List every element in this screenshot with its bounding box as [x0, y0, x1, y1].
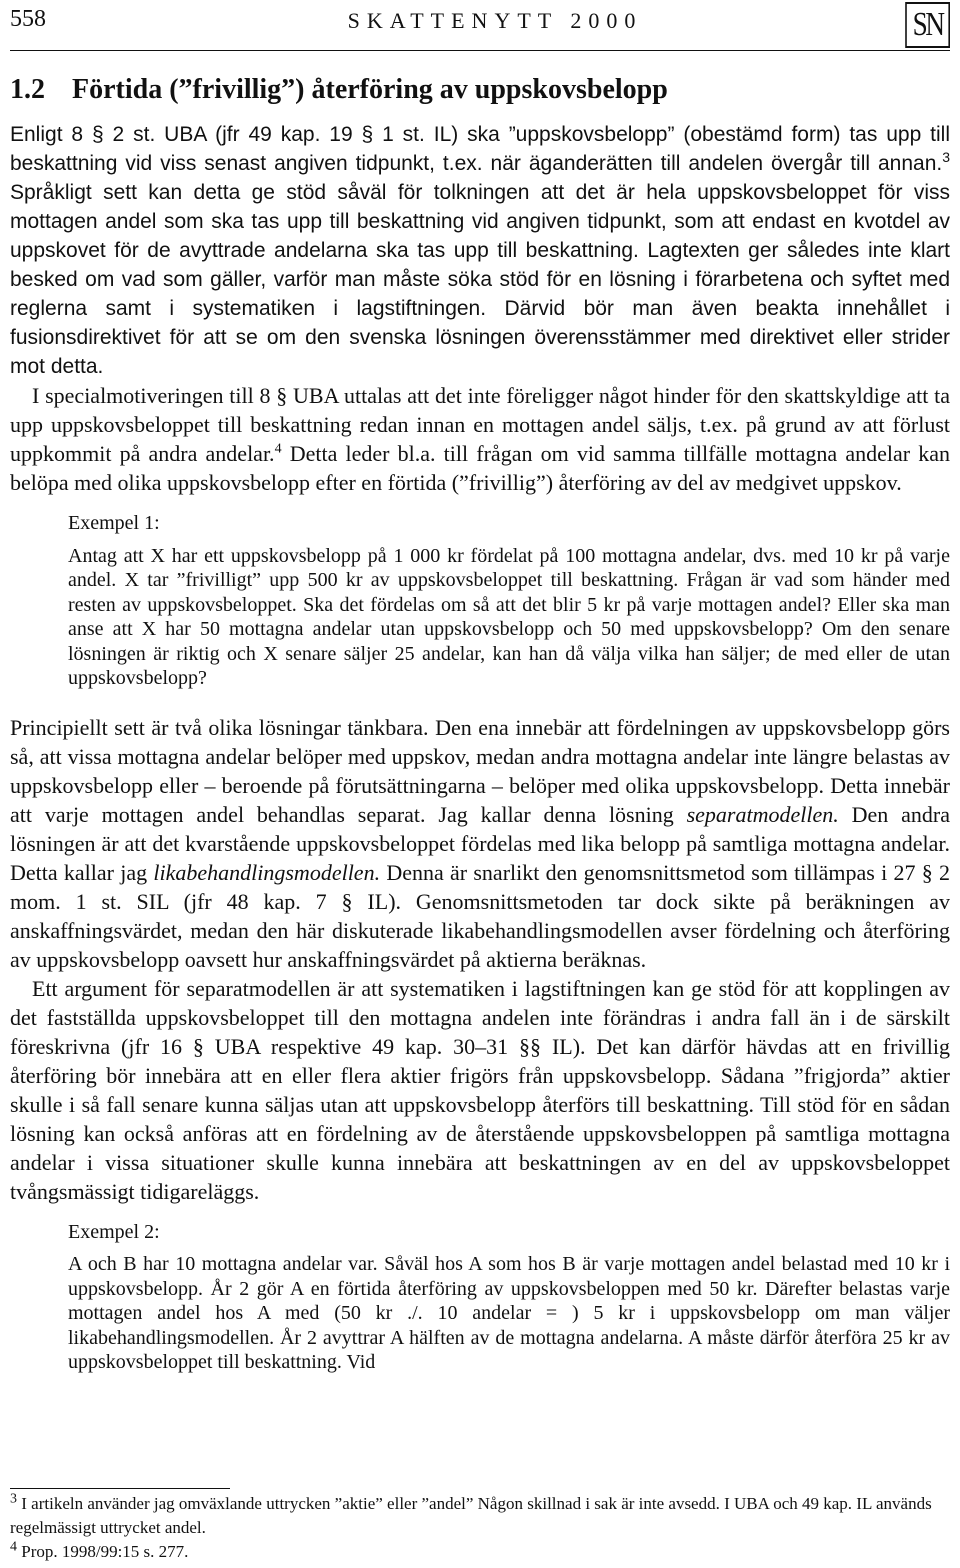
paragraph-1-text-a: Enligt 8 § 2 st. UBA (jfr 49 kap. 19 § 1 st. IL) ska ”uppskovsbelopp” (obestämd form) tas upp till beskattning vid viss senast angiven tidpunkt, t.ex. när äganderätten till andelen övergår till annan.	[10, 123, 950, 175]
footnote-ref-4: 4	[274, 441, 282, 457]
section-title: Förtida (”frivillig”) återföring av uppskovsbelopp	[72, 74, 668, 105]
footnote-4	[10, 1540, 950, 1564]
example-2-label: Exempel 2:	[68, 1220, 160, 1243]
paragraph-2-text-b: Detta leder bl.a. till frågan om vid samma tillfälle mottagna andelar kan belöpa med olika uppskovsbelopp efter en förtida (”frivillig”) återföring av del av medgivet uppskov.	[10, 441, 950, 495]
footnote-ref-3: 3	[942, 149, 950, 165]
example-1-text: Antag att X har ett uppskovsbelopp på 1 000 kr fördelat på 100 mottagna andelar, dvs. med 10 kr på varje andel. X tar ”frivilligt” upp 500 kr av uppskovsbeloppet till beskattning. Frågan är vad som händer med resten av uppskovsbeloppet. Ska det fördelas om så att det blir 5 kr på varje mottagen andel? Eller ska man anse att X har 50 mottagna andelar utan uppskovsbelopp och 50 med uppskovsbelopp? Om den senare lösningen är riktig och X senare säljer 25 andelar, kan han då välja vilka han säljer; de med eller de utan uppskovsbelopp?	[68, 544, 950, 689]
page-header	[10, 0, 950, 50]
section-heading	[10, 70, 950, 110]
page-number: 558	[10, 6, 46, 32]
journal-title: SKATTENYTT 2000	[347, 8, 643, 33]
journal-logo: SN	[905, 2, 950, 48]
paragraph-2-text-a: I specialmotiveringen till 8 § UBA uttalas att det inte föreligger något hinder för den skattskyldige att ta upp uppskovsbeloppet till beskattning redan innan en mottagen andel säljs, t.ex. på grund av att förlust uppkommit på andra andelar.	[10, 383, 950, 466]
footnote-3-number: 3	[10, 1491, 17, 1507]
footnote-3-text: I artikeln använder jag omväxlande uttrycken ”aktie” eller ”andel” Någon skillnad i sak är inte avsedd. I UBA och 49 kap. IL används regelmässigt uttrycket andel.	[10, 1494, 932, 1537]
example-1-label: Exempel 1:	[68, 512, 160, 534]
footnote-4-text: Prop. 1998/99:15 s. 277.	[17, 1542, 189, 1561]
paragraph-2	[10, 381, 950, 497]
paragraph-4: Ett argument för separatmodellen är att systematiken i lagstiftningen kan ge stöd för att kopplingen av det fastställda uppskovsbeloppet till den mottagna andelen inte förändras i andra fall än i de särskilt föreskrivna (jfr 16 § UBA respektive 49 kap. 30–31 §§ IL). Det kan därför hävdas att en frivillig återföring bör innebära att en eller flera aktier frigörs från uppskovsbelopp. Sådana ”frigjorda” aktier skulle i så fall senare kunna säljas utan att uppskovsbelopp återförs till beskattning. Till stöd för en sådan lösning kan också anföras att en fördelning av de återstående uppskovsbeloppen på samtliga mottagna andelar i vissa situationer skulle kunna innebära att beskattningen av en del av uppskovsbeloppet tvångsmässigt tidigareläggs.	[10, 975, 950, 1204]
paragraph-3-text-c: Denna är snarlikt den genomsnittsmetod som tillämpas i 27 § 2 mom. 1 st. SIL (jfr 48 kap. 7 § IL). Genomsnittsmetoden tar dock sikte på beräkningen av anskaffningsvärdet, medan den här diskuterade likabehandlingsmodellen avser fördelning och återföring av uppskovsbelopp oavsett hur anskaffningsvärdet på aktierna beräknas.	[10, 859, 950, 972]
example-2	[68, 1220, 950, 1375]
paragraph-1	[10, 120, 950, 381]
paragraph-3-text-a: Principiellt sett är två olika lösningar tänkbara. Den ena innebär att fördelningen av uppskovsbelopp görs så, att vissa mottagna andelar belöper med uppskov, medan andra mottagna andelar inte längre belastas av uppskovsbelopp eller – beroende på förutsättningarna – belöper med olika uppskovsbelopp. Detta innebär att varje mottagen andel behandlas separat. Jag kallar denna lösning	[10, 714, 950, 827]
term-separatmodellen: separatmodellen.	[686, 801, 839, 827]
footnote-4-number: 4	[10, 1539, 17, 1555]
paragraph-3-text-b: Den andra lösningen är att det kvarstående uppskovsbeloppet fördelas med lika belopp på samtliga mottagna andelar. Detta kallar jag	[10, 801, 951, 885]
paragraph-1-text-b: Språkligt sett kan detta ge stöd såväl för tolkningen att det är hela uppskovsbeloppet för viss mottagen andel som ska tas upp till beskattning vid angiven tidpunkt, som att endast en kvotdel av uppskovet för de avyttrade andelarna ska tas upp till beskattning. Lagtexten ger således inte klart besked om vad som gäller, varför man måste söka stöd för en lösning i förarbetena och syftet med reglerna samt i systematiken i lagstiftningen. Därvid bör man även beakta innehållet i fusionsdirektivet för att se om den svenska lösningen överensstämmer med direktivet eller strider mot detta.	[10, 181, 950, 378]
footnotes	[10, 1492, 950, 1564]
paragraph-3	[10, 713, 950, 974]
header-rule	[10, 50, 950, 51]
example-1	[68, 511, 950, 691]
example-2-text: A och B har 10 mottagna andelar var. Såväl hos A som hos B är varje mottagen andel belastad med 10 kr i uppskovsbelopp. År 2 gör A en förtida återföring av uppskovsbeloppen med 50 kr. Därefter belastas varje mottagen andel hos A med (50 kr ./. 10 andelar = ) 5 kr i uppskovsbelopp om man väljer likabehandlingsmodellen. År 2 avyttrar A hälften av de mottagna andelarna. A måste därför återföra 25 kr av uppskovsbeloppet till beskattning. Vid	[68, 1253, 950, 1373]
article-body	[10, 60, 950, 1375]
term-likabehandlingsmodellen: likabehandlingsmodellen.	[153, 859, 381, 885]
section-number: 1.2	[10, 74, 45, 105]
footnote-3	[10, 1492, 950, 1540]
footnote-rule	[10, 1488, 230, 1489]
